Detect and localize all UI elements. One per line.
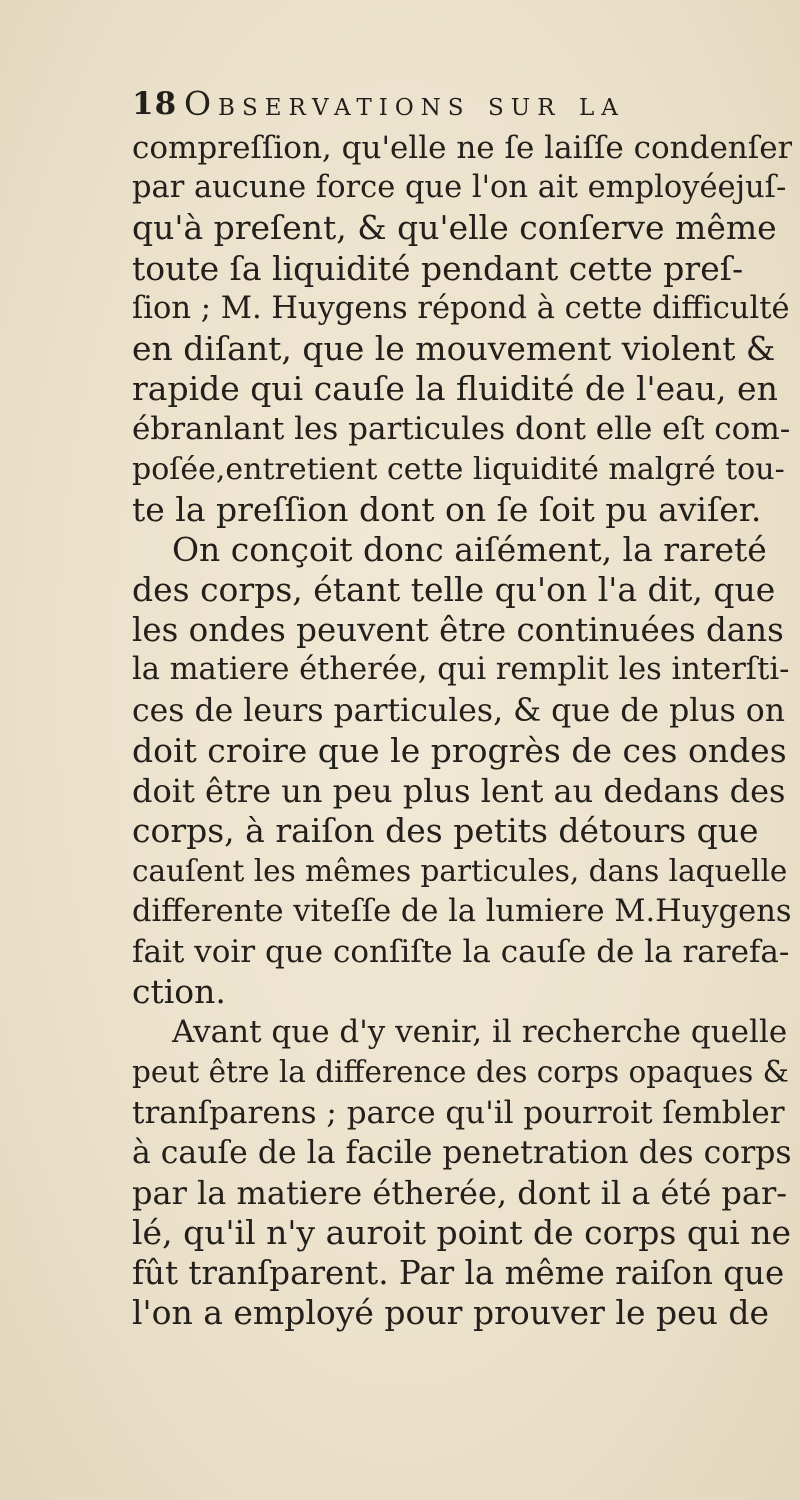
page-number: 18 — [132, 86, 178, 122]
text-line: cauſent les mêmes particules, dans laquelle — [132, 854, 788, 889]
text-line: ébranlant les particules dont elle eſt com- — [132, 411, 791, 448]
text-line: differente viteſſe de la lumiere M.Huygens — [132, 893, 792, 929]
text-line: peut être la difference des corps opaques & — [132, 1055, 789, 1090]
text-line: qu'à preſent, & qu'elle conſerve même — [132, 208, 777, 248]
text-line: doit croire que le progrès de ces ondes — [132, 730, 787, 770]
running-head: Observations sur la — [184, 84, 625, 123]
text-line: ction. — [132, 971, 226, 1011]
text-line: lé, qu'il n'y auroit point de corps qui ne — [132, 1213, 792, 1253]
text-line: compreſſion, qu'elle ne ſe laiſſe condenſer — [132, 130, 792, 166]
text-line: ſion ; M. Huygens répond à cette difficulté — [132, 290, 790, 326]
text-line: toute ſa liquidité pendant cette preſ- — [132, 248, 744, 288]
text-line: l'on a employé pour prouver le peu de — [132, 1293, 770, 1333]
text-line: par aucune force que l'on ait employéejuſ- — [132, 170, 787, 206]
paragraph-first-line: Avant que d'y venir, il recherche quelle — [172, 1014, 788, 1051]
text-line: rapide qui cauſe la fluidité de l'eau, en — [132, 369, 778, 409]
text-line: doit être un peu plus lent au dedans des — [132, 772, 786, 810]
paragraph-first-line: On conçoit donc aiſément, la rareté — [172, 529, 767, 569]
body-text — [132, 128, 792, 1334]
text-line: ces de leurs particules, & que de plus on — [132, 692, 786, 729]
text-line: les ondes peuvent être continuées dans — [132, 611, 784, 650]
text-line: par la matiere étherée, dont il a été par- — [132, 1173, 788, 1212]
text-line: en diſant, que le mouvement violent & — [132, 328, 776, 368]
text-line: poſée,entretient cette liquidité malgré tou- — [132, 451, 785, 487]
text-line: corps, à raiſon des petits détours que — [132, 811, 759, 851]
page-header — [132, 84, 712, 128]
text-line: tranſparens ; parce qu'il pourroit ſembler — [132, 1094, 785, 1131]
text-line: fût tranſparent. Par la même raiſon que — [132, 1254, 785, 1293]
text-line: fait voir que conſiſte la cauſe de la rarefa- — [132, 933, 790, 970]
text-line: te la preſſion dont on ſe ſoit pu aviſer. — [132, 489, 762, 529]
text-line: la matiere étherée, qui remplit les interſti- — [132, 652, 790, 688]
text-line: à cauſe de la facile penetration des corps — [132, 1134, 792, 1171]
text-line: des corps, étant telle qu'on l'a dit, que — [132, 570, 776, 610]
